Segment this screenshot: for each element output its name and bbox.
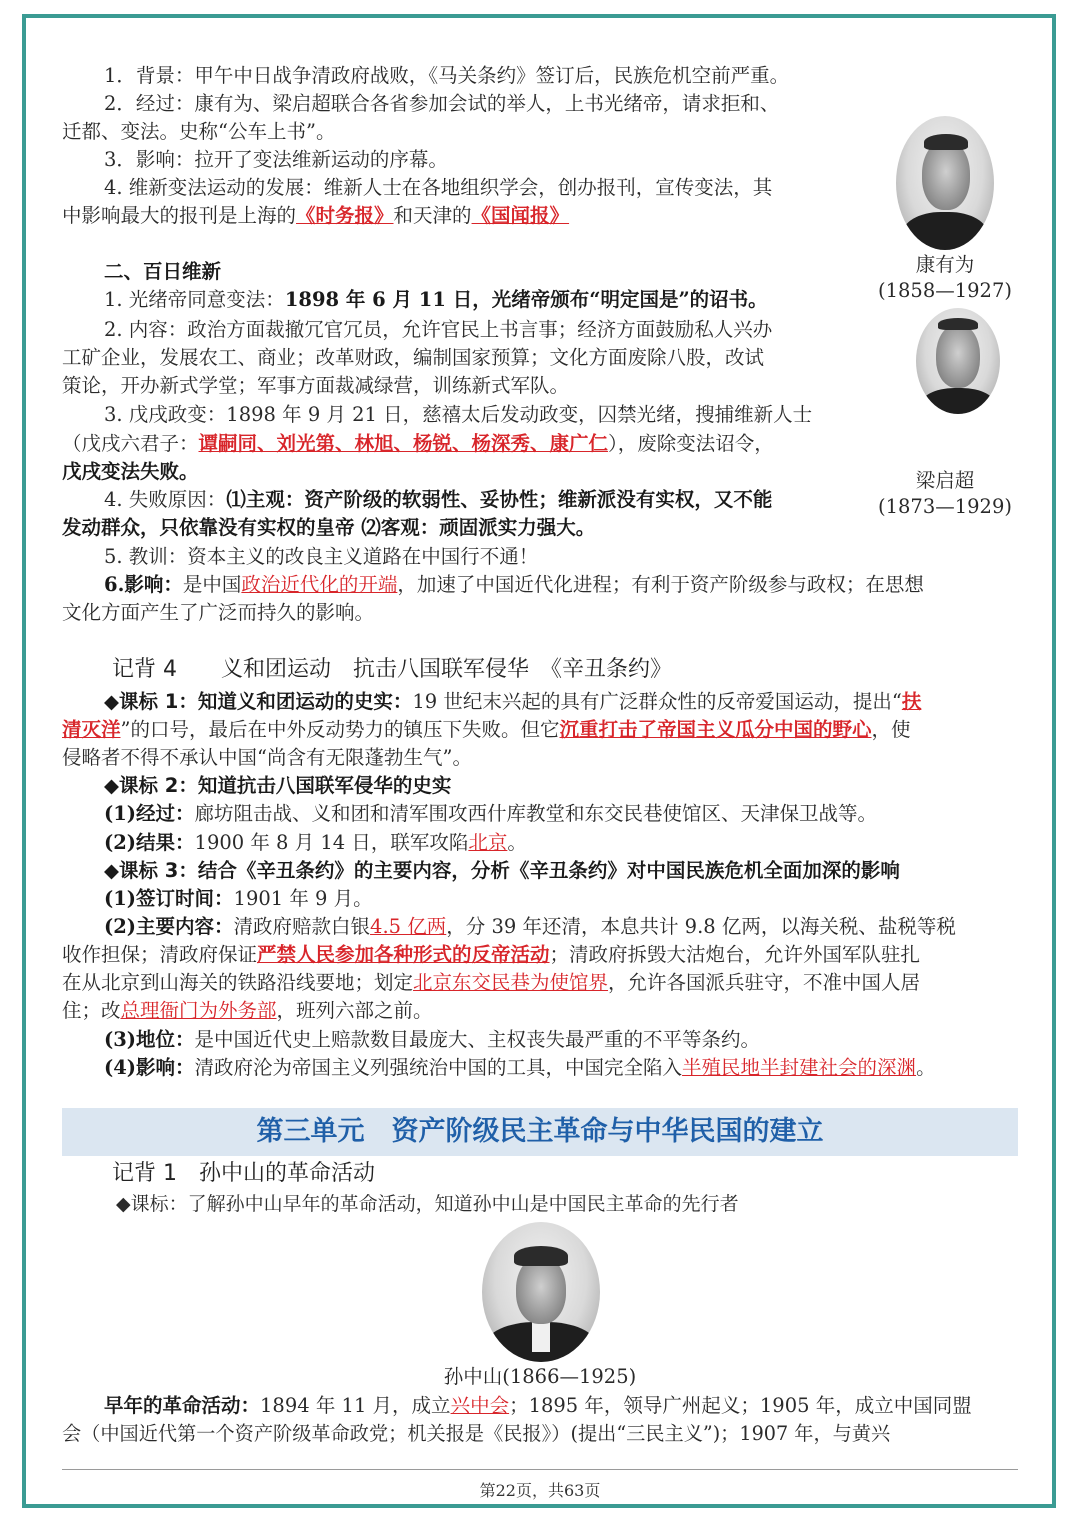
portrait-sun-yat-sen [482,1222,600,1362]
section-heading: 记背 1 孙中山的革命活动 [112,1161,375,1186]
text-line: 1．背景：甲午中日战争清政府战败，《马关条约》签订后，民族危机空前严重。 [104,64,790,87]
text: 1901 年 9 月。 [233,887,373,910]
text-line [104,1026,760,1054]
portrait-kang-youwei [896,116,994,250]
text-line: ◆课标 2：知道抗击八国联军侵华的史实 [104,774,452,797]
text-line [62,941,920,969]
text: ），废除变法诏令， [608,432,774,455]
text: ，允许各国派兵驻守，不准中国人居 [608,971,921,994]
text-line [104,688,921,716]
highlight: 4.5 亿两 [370,915,447,938]
text-line [62,430,774,458]
text-line [104,571,924,599]
highlight: 兴中会 [450,1394,510,1417]
text: 中影响最大的报刊是上海的 [62,204,297,227]
highlight: 政治近代化的开端 [241,573,398,596]
text: 。 [507,831,527,854]
bold-text: ⑴主观：资产阶级的软弱性、妥协性；维新派没有实权，又不能 [226,488,773,511]
text: 是中国 [182,573,242,596]
text-line [104,1054,936,1082]
bold-text: ◆课标 1：知道义和团运动的史实： [104,690,413,713]
text-line: 戊戌变法失败。 [62,460,199,483]
highlight: 沉重打击了帝国主义瓜分中国的野心 [559,718,872,741]
text-line: 策论，开办新式学堂；军事方面裁减绿营，训练新式军队。 [62,374,570,397]
text: 1. 光绪帝同意变法： [104,288,285,311]
highlight: 清灭洋 [62,718,121,741]
text-line: 文化方面产生了广泛而持久的影响。 [62,601,375,624]
text: （戊戌六君子： [62,432,199,455]
caption-name: 康有为 [915,253,975,276]
caption-years: (1858—1927) [878,279,1012,302]
text: ，班列六部之前。 [276,999,433,1022]
text: ；1895 年，领导广州起义；1905 年，成立中国同盟 [509,1394,972,1417]
text: 1894 年 11 月，成立 [260,1394,451,1417]
bold-text: 1898 年 6 月 11 日，光绪帝颁布“明定国是”的诏书。 [284,288,768,311]
text-line: 3. 戊戌政变：1898 年 9 月 21 日，慈禧太后发动政变，囚禁光绪，搜捕维新人士 [104,403,813,426]
highlight: 半殖民地半封建社会的深渊 [682,1056,917,1079]
portrait-liang-qichao [916,308,1000,414]
bold-text: (2)结果： [104,831,195,854]
text-line [62,716,911,744]
text-line: ◆课标：了解孙中山早年的革命活动，知道孙中山是中国民主革命的先行者 [116,1193,739,1215]
page-number: 第22页，共63页 [479,1481,601,1500]
text: ，分 39 年还清，本息共计 9.8 亿两，以海关税、盐税等税 [446,915,956,938]
highlight: 《国闻报》 [471,204,570,227]
text: 住；改 [62,999,121,1022]
text-line: 会（中国近代第一个资产阶级革命政党；机关报是《民报》）(提出“三民主义”)；1907 年，与黄兴 [62,1422,891,1445]
highlight: 扶 [901,690,922,713]
bold-text: (4)影响： [104,1056,195,1079]
text-line: ◆课标 3：结合《辛丑条约》的主要内容，分析《辛丑条约》对中国民族危机全面加深的影响 [104,859,900,882]
text-line [104,486,772,514]
caption-name: 孙中山(1866—1925) [443,1365,637,1388]
text-line [62,969,920,997]
text-line [62,997,433,1025]
text: 收作担保；清政府保证 [62,943,258,966]
text: 廊坊阻击战、义和团和清军围攻西什库教堂和东交民巷使馆区、天津保卫战等。 [194,802,878,825]
text: ”的口号，最后在中外反动势力的镇压下失败。但它 [120,718,560,741]
highlight: 严禁人民参加各种形式的反帝活动 [257,943,550,966]
text: 清政府赔款白银 [233,915,371,938]
text-line: 发动群众，只依靠没有实权的皇帝 ⑵客观：顽固派实力强大。 [62,516,596,539]
bold-text: (1)签订时间： [104,887,234,910]
text-line [104,1392,972,1420]
text: ，使 [871,718,911,741]
text-line: 2．经过：康有为、梁启超联合各省参加会试的举人，上书光绪帝，请求拒和、 [104,92,780,115]
text-line [104,829,527,857]
highlight: 《时务报》 [296,204,394,227]
text-line: 4. 维新变法运动的发展：维新人士在各地组织学会，创办报刊，宣传变法，其 [104,176,773,199]
section-heading: 二、百日维新 [104,260,222,283]
text-line [104,800,877,828]
text-line [104,885,373,913]
text: 1900 年 8 月 14 日，联军攻陷 [194,831,469,854]
text-line: 侵略者不得不承认中国“尚含有无限蓬勃生气”。 [62,746,472,769]
text: 清政府沦为帝国主义列强统治中国的工具，中国完全陷入 [194,1056,683,1079]
text: 在从北京到山海关的铁路沿线要地；划定 [62,971,414,994]
highlight: 北京东交民巷为使馆界 [413,971,609,994]
text-line: 5. 教训：资本主义的改良主义道路在中国行不通！ [104,545,539,568]
text-line [104,913,956,941]
section-heading: 记背 4 义和团运动 抗击八国联军侵华 《辛丑条约》 [112,657,672,682]
text-line: 3．影响：拉开了变法维新运动的序幕。 [104,148,448,171]
caption-years: (1873—1929) [878,495,1012,518]
unit-title: 第三单元 资产阶级民主革命与中华民国的建立 [62,1108,1018,1156]
text-line: 2. 内容：政治方面裁撤冗官冗员，允许官民上书言事；经济方面鼓励私人兴办 [104,318,773,341]
caption-name: 梁启超 [915,469,975,492]
bold-text: 6.影响： [104,573,183,596]
footer-divider [62,1469,1018,1470]
bold-text: (2)主要内容： [104,915,234,938]
text: 和天津的 [393,204,472,227]
text-line [104,286,768,314]
highlight: 总理衙门为外务部 [120,999,277,1022]
text: 。 [916,1056,936,1079]
highlight: 谭嗣同、刘光第、林旭、杨锐、杨深秀、康广仁 [198,432,609,455]
text: 19 世纪末兴起的具有广泛群众性的反帝爱国运动，提出“ [412,690,902,713]
bold-text: 早年的革命活动： [104,1394,261,1417]
bold-text: (3)地位： [104,1028,195,1051]
text-line: 工矿企业，发展农工、商业；改革财政，编制国家预算；文化方面废除八股，改试 [62,346,765,369]
bold-text: (1)经过： [104,802,195,825]
highlight: 北京 [468,831,508,854]
text-line: 迁都、变法。史称“公车上书”。 [62,120,336,143]
text: ，加速了中国近代化进程；有利于资产阶级参与政权；在思想 [397,573,924,596]
text: ；清政府拆毁大沽炮台，允许外国军队驻扎 [549,943,921,966]
text: 是中国近代史上赔款数目最庞大、主权丧失最严重的不平等条约。 [194,1028,761,1051]
text-line [62,202,569,230]
text: 4. 失败原因： [104,488,227,511]
